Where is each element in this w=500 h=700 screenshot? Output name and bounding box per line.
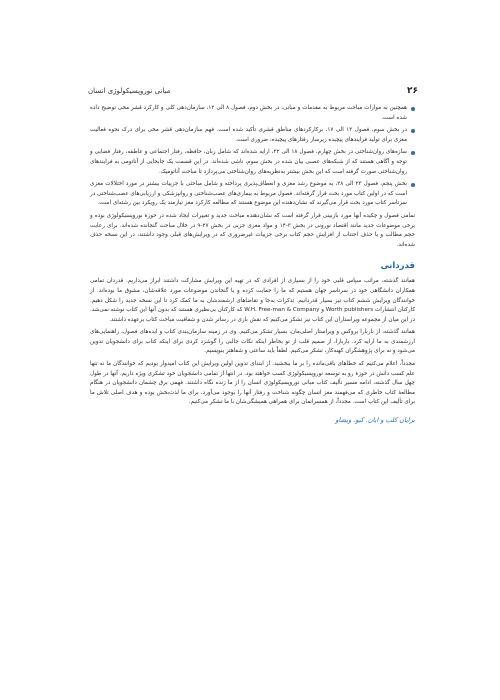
thanks-paragraph: مجدداً، اعلام می‌کنیم که خطاهای باقی‌مانده را بر ما ببخشید. از ابتدای تدوین اولین ویرایش این کتاب امیدوار بودیم که خوانندگان ما نه تنها علم کسب دانش در حوزهٔ رو به توسعه نوروپسیکولوژی کسب خواهند بود. در انتها از تمامی دانشجویان خود تشکری ویژه داریم. آنها در طول چهل سال گذشته، ادامه مسیر تألیف کتاب مبانی نوروپسیکولوژی انسان را از ما زنده نگاه داشتند. فهمی برق چشمان دانشجویان در هنگام مطالعهٔ کتاب خاطری که می‌فهمند مغز انسان چگونه شناخت و رفتار آنها را بوجود می‌آورد، برای ما لذت‌بخش بوده و هدف اصلی تلاش ما برای تألیف این کتاب است. مجدداً، از همسرانمان برای همراهی همیشگی‌شان با ما تشکر می‌کنیم. bbox=[90, 361, 415, 406]
bullet-item: بخش پنجم، فصول ۲۳ الی ۲۸، به موضوع رشد مغزی و انعطاف‌پذیری پرداخته و شامل مباحثی با جزییات بیشتر در مورد اختلالات مغزی است که در اولین کتاب مورد بحث قرار گرفته‌اند. فصول مربوط به بیماری‌های عصب‌شناختی و روانپزشکی و ارزیابی‌های عصب‌شناختی در سرتاسر کتاب مورد بحث قرار می‌گیرند که نشان‌دهنده این موضوع هستند که مطالعه کارکرد مغز نیازمند یک رویکرد بین رشته‌ای است. bbox=[90, 180, 415, 209]
intro-paragraph: تمامی فصول و چکیده آنها مورد بازبینی قرار گرفته است که نشان‌دهنده مباحث جدید و تغییرات ایجاد شده در حوزهٔ نوروپسیکولوژی بوده و برخی موضوعات جدید مانند اقتصاد نورونی در بخش ۳-۱۴ و مواد مغزی جزیی در بخش ۲۷-۹ در خلال مباحث گنجانده شده‌اند. برای رعایت حجم مطالب و یا حذف اجتناب از افزایش حجم کتاب برخی جزییات غیرضروری که در ویرایش‌های قبلی وجود داشتند، در این نسخه حذف شده‌اند. bbox=[90, 212, 415, 248]
authors-signature: برایان کلب و ایان. کیو. ویشاو bbox=[335, 416, 415, 425]
bullet-list bbox=[90, 104, 415, 209]
thanks-paragraph: همانند گذشته، مراتب سپاس قلبی خود را از بسیاری از افرادی که در تهیه این ویرایش مشارکت داشتند ابراز می‌داریم. قدردان تمامی همکاران دانشگاهی خود در سرتاسر جهان هستیم که ما را حمایت کرده و با گنجاندن موضوعات مورد علاقه‌شان، مشوق ما بوده‌اند. از خوانندگان ویرایش ششم کتاب نیز بسیار قدردانیم. تذکرات به‌جا و تقاضاهای ارشمندشان به ما کمک کرد تا این نسخه جدید را شکل دهیم. کارکنان انتشارات Worth publishers و W.H. Free-man & Company که کارکنان بی‌نظیری هستند که بدون آنها این کتاب نوشته نمی‌شد. در این میان از مجموعه ویراستاران این کتاب نیز تشکر می‌کنیم که نقش بازی در رساتر شدن و شفافیت مباحث کتاب برعهده داشتند. bbox=[90, 278, 415, 323]
bullet-item: در بخش سوم، فصول ۱۳ الی ۱۷، برکارکردهای مناطق قشری تأکید شده است. فهم سازمان‌دهی قشر مخی برای درک نحوه فعالیت مغزی برای تولید فرایندهای پیچیده زیرساز رفتارهای پیچیده، ضروری است. bbox=[90, 126, 415, 145]
running-title: مبانی نوروپسیکولوژی انسان bbox=[88, 87, 171, 95]
page-body bbox=[90, 104, 415, 426]
page-number: ۲۶ bbox=[407, 86, 418, 96]
section-heading-acknowledgements: قدردانی bbox=[380, 261, 415, 272]
bullet-item: سازه‌های روان‌شناختی در بخش چهارم، فصول ۱۸ الی ۲۲، ارایه شده‌اند که شامل زبان، حافظه، رفتار اجتماعی و عاطفه، رفتار فضایی و توجه و آگاهی هستند که از شبکه‌های عصبی بیان شده در بخش سوم، ناشی شده‌اند. در این قسمت یک جابجایی از آناتومی به فرایندهای روان‌شناختی صورت گرفته است که این بخش بیشتر به‌نظریه‌های روان‌شناختی می‌پردازد تا مباحث آناتومیک. bbox=[90, 148, 415, 177]
page-header bbox=[88, 84, 418, 98]
bullet-item: همچنین به موازات مباحث مربوط به مقدمات و مبانی، در بخش دوم، فصول ۸ الی ۱۲، سازمان‌دهی کلی و کارکرد قشر مخی توضیح داده شده است. bbox=[90, 104, 415, 123]
thanks-paragraph: همانند گذشته، از باربارا بروکس و ویراستار اصلی‌مان، بسیار تشکر می‌کنیم. وی در زمینه سازمان‌بندی کتاب و ایده‌های فصول، راهنمایی‌های ارزشمندی به ما ارایه کرد. باربارا، از صمیم قلب از تو بخاطر اینکه نکات جالبی را گوشزد کردی برای اینکه کتاب برای دانشجویان تدوین می‌شود و نه برای پژوهشگران کهنه‌کار، تشکر می‌کنیم. لطفاً باید ساعتی و شفاهتر بنویسیم. bbox=[90, 329, 415, 355]
